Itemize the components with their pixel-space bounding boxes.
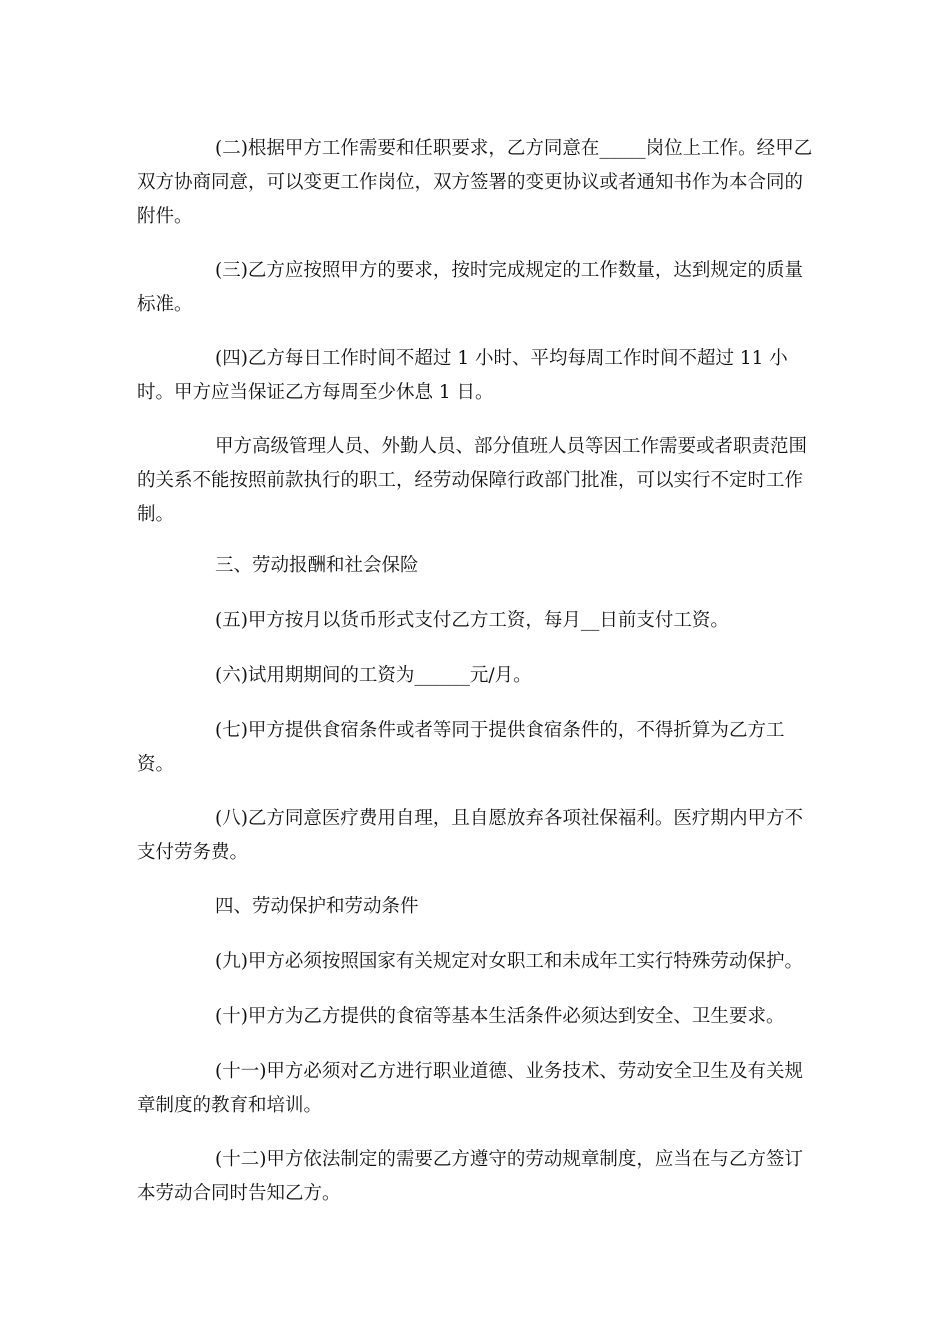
clause-6-probation-salary: (六)试用期期间的工资为______元/月。 (215, 665, 532, 686)
clause-4-working-hours: (四)乙方每日工作时间不超过 1 小时、平均每周工作时间不超过 11 小时。甲方应当保证乙方每周至少休息 1 日。 (137, 348, 788, 403)
clause-2-job-position: (二)根据甲方工作需要和任职要求，乙方同意在_____岗位上工作。经甲乙双方协商同意，可以变更工作岗位，双方签署的变更协议或者通知书作为本合同的附件。 (137, 138, 813, 227)
section-3-heading: 三、劳动报酬和社会保险 (215, 555, 419, 576)
clause-7-board-lodging: (七)甲方提供食宿条件或者等同于提供食宿条件的，不得折算为乙方工资。 (137, 720, 785, 775)
clause-9-special-protection: (九)甲方必须按照国家有关规定对女职工和未成年工实行特殊劳动保护。 (215, 951, 803, 972)
irregular-hours-note: 甲方高级管理人员、外勤人员、部分值班人员等因工作需要或者职责范围的关系不能按照前款执行的职工，经劳动保障行政部门批准，可以实行不定时工作制。 (137, 436, 808, 525)
clause-8-medical-expenses: (八)乙方同意医疗费用自理，且自愿放弃各项社保福利。医疗期内甲方不支付劳务费。 (137, 808, 803, 863)
clause-5-salary-payment: (五)甲方按月以货币形式支付乙方工资，每月__日前支付工资。 (215, 610, 729, 631)
clause-10-living-conditions: (十)甲方为乙方提供的食宿等基本生活条件必须达到安全、卫生要求。 (215, 1006, 785, 1027)
section-4-heading: 四、劳动保护和劳动条件 (215, 896, 419, 917)
clause-12-labor-rules: (十二)甲方依法制定的需要乙方遵守的劳动规章制度，应当在与乙方签订本劳动合同时告知乙方。 (137, 1149, 803, 1204)
clause-3-work-quota: (三)乙方应按照甲方的要求，按时完成规定的工作数量，达到规定的质量标准。 (137, 260, 803, 315)
clause-11-training: (十一)甲方必须对乙方进行职业道德、业务技术、劳动安全卫生及有关规章制度的教育和培训。 (137, 1061, 803, 1116)
